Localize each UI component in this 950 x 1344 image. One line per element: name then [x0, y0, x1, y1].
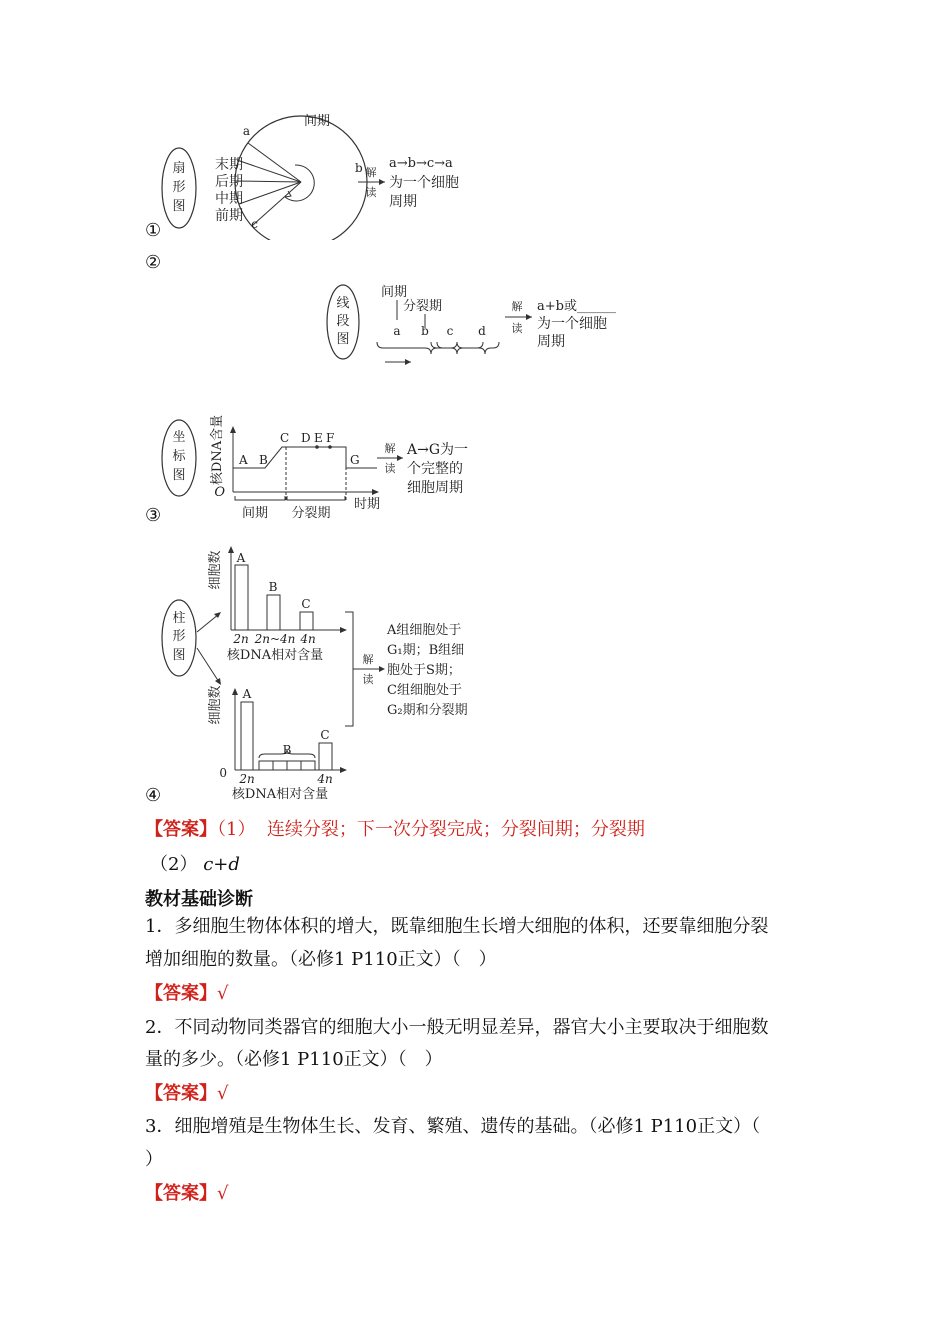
- answer-part-2-text: c+d: [203, 854, 240, 875]
- origin-label: 0: [219, 766, 227, 780]
- point-c: c: [251, 217, 258, 231]
- division-label: 分裂期: [291, 506, 331, 521]
- x-axis-label: 核DNA相对含量: [226, 648, 324, 663]
- figure-marker-1: ①: [145, 220, 162, 241]
- segment-letter: b: [421, 324, 429, 338]
- answer-tag: 【答案】: [145, 819, 217, 840]
- cycle-text: 为一个细胞: [389, 175, 459, 191]
- answer-line: [145, 1082, 228, 1106]
- origin-label: O: [214, 485, 225, 500]
- sector-diagram: [155, 105, 495, 240]
- answer-line: [145, 982, 228, 1006]
- circle-label-char: 图: [336, 332, 350, 347]
- answer-part-1-num: （1）: [217, 819, 256, 840]
- question-line: 增加细胞的数量。（必修1 P110正文）（ ）: [145, 949, 497, 970]
- question-line: 2．不同动物同类器官的细胞大小一般无明显差异，器官大小主要取决于细胞数: [145, 1017, 769, 1038]
- answer-tag: 【答案】: [145, 983, 217, 1004]
- segment-letter: a: [393, 324, 401, 338]
- y-axis-label: 细胞数: [208, 550, 223, 590]
- interpret-label: 读: [365, 186, 377, 199]
- point-a: a: [242, 124, 250, 138]
- interphase-label: 间期: [381, 285, 408, 300]
- figure-marker-3: ③: [145, 505, 162, 526]
- answer-part-1-text: 连续分裂；下一次分裂完成；分裂间期；分裂期: [266, 819, 645, 840]
- point-label: E: [314, 431, 323, 445]
- tick-label: 4n: [317, 772, 333, 786]
- point-label: G: [350, 453, 360, 467]
- answer-mark: √: [217, 1083, 229, 1104]
- bar-label: A: [236, 551, 246, 565]
- sequence-text: a→b→c→a: [389, 156, 453, 171]
- circle-label-char: 段: [336, 314, 350, 329]
- section-title: 教材基础诊断: [145, 889, 253, 910]
- point-label: D: [301, 431, 311, 445]
- circle-label-char: 图: [172, 199, 186, 214]
- answer-tag: 【答案】: [145, 1083, 217, 1104]
- note-line: C组细胞处于: [387, 683, 462, 698]
- segment-letter: d: [478, 324, 486, 338]
- bar-label: C: [320, 728, 330, 742]
- interphase-label: 间期: [241, 506, 269, 521]
- circle-label-char: 扇: [172, 161, 186, 176]
- question-line: 1．多细胞生物体体积的增大，既靠细胞生长增大细胞的体积，还要靠细胞分裂: [145, 916, 769, 937]
- cycle-text: 细胞周期: [407, 480, 463, 496]
- note-line: 胞处于S期；: [387, 663, 461, 678]
- answer-line: [145, 1182, 228, 1206]
- answer-part-2-num: （2）: [150, 854, 198, 875]
- interpret-label: 解: [362, 653, 374, 666]
- interpret-label: 解: [384, 442, 396, 455]
- cycle-text: 周期: [537, 334, 565, 350]
- bar-label: A: [242, 687, 252, 701]
- circle-label-char: 标: [172, 449, 186, 464]
- phase-label: 中期: [215, 191, 243, 207]
- interpret-label: 读: [384, 462, 396, 475]
- interpret-label: 读: [362, 673, 374, 686]
- histogram-diagram: [155, 540, 495, 805]
- interpret-label: 读: [511, 322, 523, 335]
- question-line: 3．细胞增殖是生物体生长、发育、繁殖、遗传的基础。（必修1 P110正文）（: [145, 1116, 761, 1137]
- cycle-text: A→G为一: [407, 442, 469, 458]
- question-line: 量的多少。（必修1 P110正文）（ ）: [145, 1049, 443, 1070]
- interphase-label: 间期: [303, 114, 331, 129]
- circle-label-char: 图: [172, 648, 186, 663]
- tick-label: 2n~4n: [254, 632, 296, 646]
- interpret-label: 解: [511, 300, 523, 313]
- point-label: B: [259, 453, 268, 467]
- point-label: F: [326, 431, 335, 445]
- answer-mark: √: [217, 983, 229, 1004]
- phase-label: 前期: [215, 208, 243, 224]
- point-label: C: [280, 431, 290, 445]
- note-line: A组细胞处于: [387, 623, 462, 638]
- y-axis-label: 核DNA含量: [210, 414, 225, 486]
- division-label: 分裂期: [403, 299, 443, 314]
- circle-label-char: 形: [172, 629, 186, 644]
- x-axis-label: 时期: [353, 497, 381, 512]
- circle-label-char: 线: [336, 296, 350, 311]
- tick-label: 4n: [300, 632, 316, 646]
- bar-label: B: [282, 743, 292, 757]
- answer-line: a+b或______: [537, 299, 616, 314]
- cycle-text: 为一个细胞: [537, 316, 607, 332]
- phase-label: 末期: [215, 157, 243, 173]
- cycle-text: 个完整的: [407, 461, 463, 477]
- answer-1-line: [145, 818, 645, 842]
- circle-label-char: 柱: [172, 611, 186, 626]
- segment-letter: c: [446, 324, 454, 338]
- note-line: G₁期；B组细: [387, 643, 465, 658]
- coordinate-diagram: [155, 400, 495, 525]
- figure-marker-2: ②: [145, 252, 162, 273]
- segment-diagram: [325, 280, 625, 370]
- question-line: ）: [145, 1149, 163, 1170]
- answer-mark: √: [217, 1183, 229, 1204]
- figure-marker-4: ④: [145, 785, 162, 806]
- circle-label-char: 形: [172, 180, 186, 195]
- circle-label-char: 坐: [172, 430, 186, 445]
- cycle-text: 周期: [389, 194, 417, 210]
- point-b: b: [355, 161, 363, 175]
- bar-label: C: [301, 597, 311, 611]
- phase-label: 后期: [215, 174, 243, 190]
- circle-label-char: 图: [172, 468, 186, 483]
- answer-tag: 【答案】: [145, 1183, 217, 1204]
- x-axis-label: 核DNA相对含量: [231, 787, 329, 802]
- y-axis-label: 细胞数: [208, 685, 223, 725]
- tick-label: 2n: [239, 772, 255, 786]
- interpret-label: 解: [365, 166, 377, 179]
- note-line: G₂期和分裂期: [387, 703, 468, 718]
- tick-label: 2n: [233, 632, 249, 646]
- point-label: A: [239, 453, 248, 467]
- bar-label: B: [268, 580, 278, 594]
- answer-2-line: [150, 853, 240, 877]
